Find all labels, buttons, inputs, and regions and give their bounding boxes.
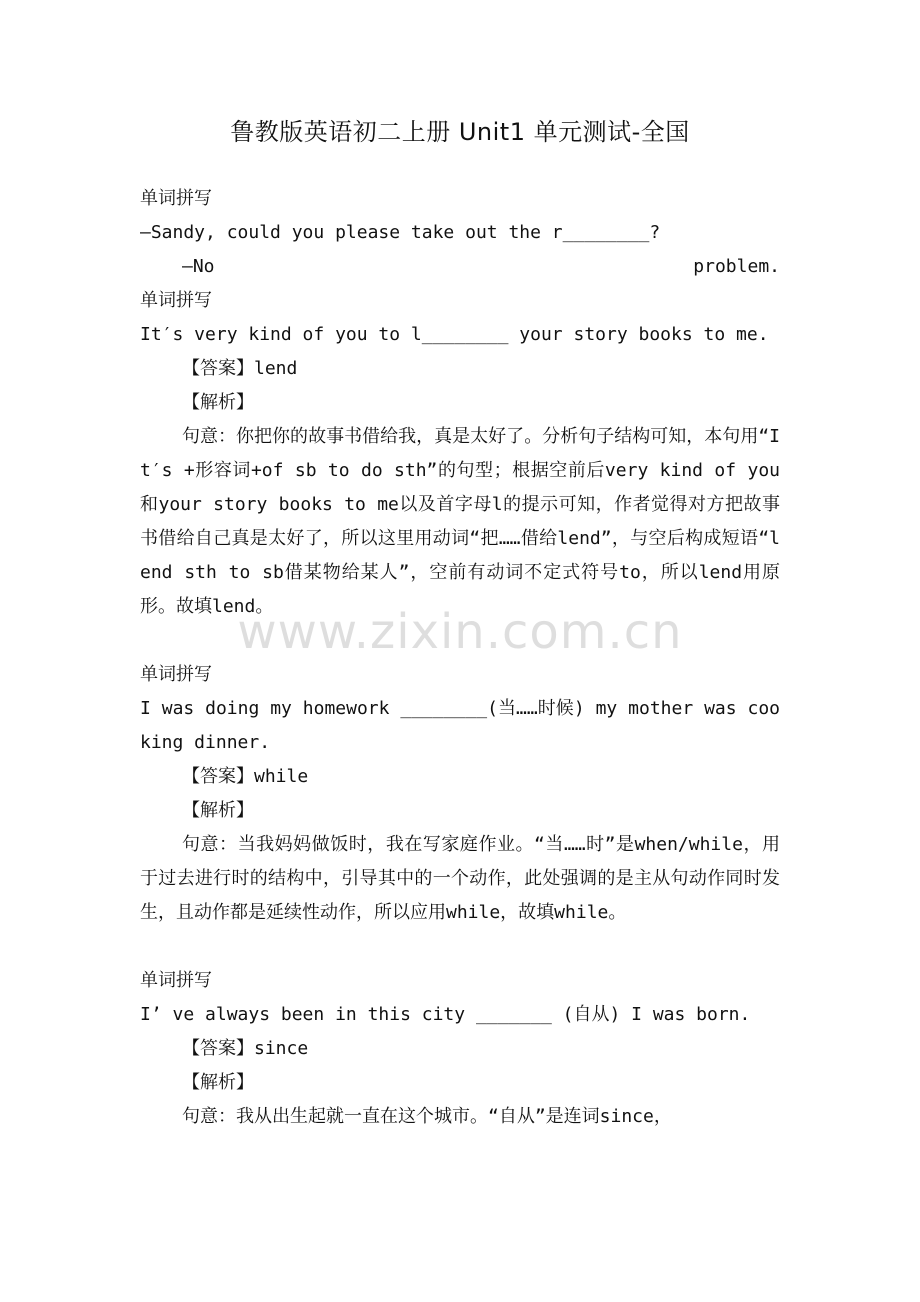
q1-line1: —Sandy, could you please take out the r________? [140,222,661,243]
q3-answer: 【答案】while [182,766,309,787]
q3-type: 单词拼写 [140,664,212,685]
q4-answer: 【答案】since [182,1038,309,1059]
q2-analysis-label: 【解析】 [182,392,254,413]
q1-type: 单词拼写 [140,188,212,209]
q1-line2-right: problem. [693,256,780,277]
q1-line2 [140,250,780,284]
q2-question: It′s very kind of you to l________ your story books to me. [140,324,769,345]
q2-answer: 【答案】lend [182,358,298,379]
q3-analysis: 句意：当我妈妈做饭时，我在写家庭作业。“当……时”是when/while，用于过去进行时的结构中，引导其中的一个动作，此处强调的是主从句动作同时发生，且动作都是延续性动作，所以应用while，故填while。 [140,834,780,923]
watermark: www.zixin.com.cn [237,604,683,660]
document-body [140,182,780,1134]
q4-analysis-label: 【解析】 [182,1072,254,1093]
q3-analysis-label: 【解析】 [182,800,254,821]
q1-line2-left: —No [182,256,215,277]
q3-question: I was doing my homework ________(当……时候) my mother was cooking dinner. [140,698,780,753]
q4-analysis: 句意：我从出生起就一直在这个城市。“自从”是连词since， [182,1106,672,1127]
q4-type: 单词拼写 [140,970,212,991]
q2-analysis: 句意：你把你的故事书借给我，真是太好了。分析句子结构可知，本句用“It′s +形容词+of sb to do sth”的句型；根据空前后very kind of you和your story books to me以及首字母l的提示可知，作者觉得对方把故事书借给自己真是太好了，所以这里用动词“把……借给lend”，与空后构成短语“lend sth to sb借某物给某人”，空前有动词不定式符号to，所以lend用原形。故填lend。 [140,426,780,617]
q2-type: 单词拼写 [140,290,212,311]
q4-question: I’ ve always been in this city _______ (自从) I was born. [140,1004,751,1025]
document-title: 鲁教版英语初二上册 Unit1 单元测试-全国 [230,118,690,146]
